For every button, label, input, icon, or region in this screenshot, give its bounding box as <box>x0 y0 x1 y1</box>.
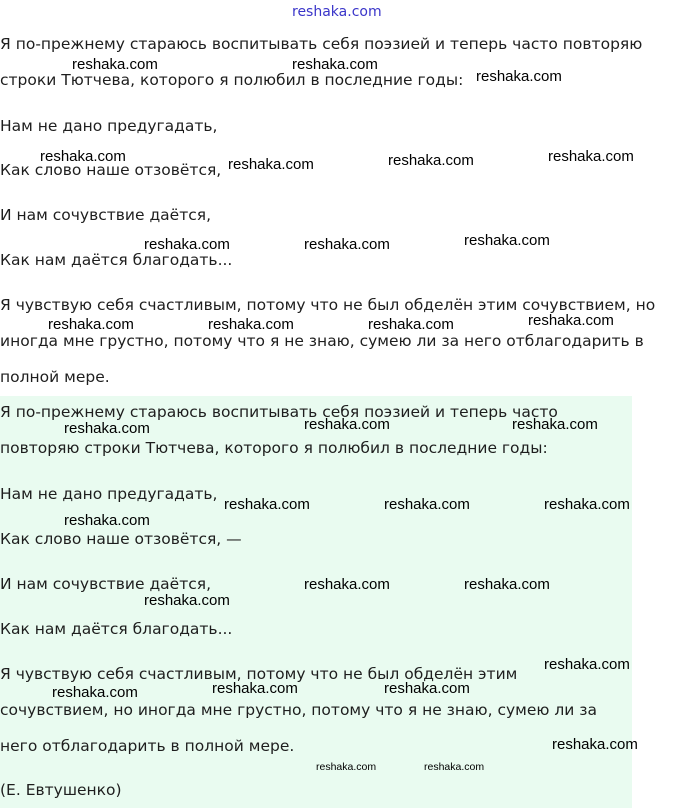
watermark: reshaka.com <box>212 680 298 697</box>
text-line: иногда мне грустно, потому что я не знаю, сумею ли за него отблагодарить в <box>0 332 644 350</box>
watermark: reshaka.com <box>208 316 294 333</box>
watermark: reshaka.com <box>384 680 470 697</box>
watermark: reshaka.com <box>304 576 390 593</box>
text-line: Я чувствую себя счастливым, потому что не был обделён этим <box>0 665 518 683</box>
watermark: reshaka.com <box>464 576 550 593</box>
watermark: reshaka.com <box>316 761 377 773</box>
watermark: reshaka.com <box>48 316 134 333</box>
watermark: reshaka.com <box>476 68 562 85</box>
text-line: Нам не дано предугадать, <box>0 485 218 503</box>
watermark: reshaka.com <box>388 152 474 169</box>
watermark: reshaka.com <box>144 592 230 609</box>
text-line: сочувствием, но иногда мне грустно, потому что я не знаю, сумею ли за <box>0 701 597 719</box>
watermark: reshaka.com <box>368 316 454 333</box>
watermark: reshaka.com <box>544 496 630 513</box>
text-line: Я по-прежнему стараюсь воспитывать себя поэзией и теперь часто <box>0 403 558 421</box>
watermark: reshaka.com <box>384 496 470 513</box>
watermark: reshaka.com <box>40 148 126 165</box>
watermark: reshaka.com <box>528 312 614 329</box>
text-line: И нам сочувствие даётся, <box>0 575 212 593</box>
watermark: reshaka.com <box>304 416 390 433</box>
text-line: полной мере. <box>0 368 110 386</box>
watermark: reshaka.com <box>552 736 638 753</box>
watermark: reshaka.com <box>292 56 378 73</box>
text-line: Я чувствую себя счастливым, потому что не был обделён этим сочувствием, но <box>0 296 656 314</box>
text-line: Как нам даётся благодать... <box>0 620 233 638</box>
header-watermark: reshaka.com <box>292 4 382 20</box>
text-line: повторяю строки Тютчева, которого я полюбил в последние годы: <box>0 439 548 457</box>
text-line: И нам сочувствие даётся, <box>0 206 212 224</box>
text-line: него отблагодарить в полной мере. <box>0 737 295 755</box>
watermark: reshaka.com <box>64 420 150 437</box>
text-line: Как слово наше отзовётся, <box>0 161 222 179</box>
watermark: reshaka.com <box>548 148 634 165</box>
watermark: reshaka.com <box>464 232 550 249</box>
watermark: reshaka.com <box>72 56 158 73</box>
text-line: Как нам даётся благодать... <box>0 251 233 269</box>
watermark: reshaka.com <box>424 761 485 773</box>
watermark: reshaka.com <box>544 656 630 673</box>
text-line: Как слово наше отзовётся, — <box>0 530 242 548</box>
text-line: строки Тютчева, которого я полюбил в последние годы: <box>0 71 464 89</box>
text-line: Нам не дано предугадать, <box>0 117 218 135</box>
watermark: reshaka.com <box>52 684 138 701</box>
watermark: reshaka.com <box>224 496 310 513</box>
watermark: reshaka.com <box>512 416 598 433</box>
watermark: reshaka.com <box>64 512 150 529</box>
author-signature: (Е. Евтушенко) <box>0 781 122 799</box>
watermark: reshaka.com <box>228 156 314 173</box>
watermark: reshaka.com <box>144 236 230 253</box>
text-line: Я по-прежнему стараюсь воспитывать себя поэзией и теперь часто повторяю <box>0 35 643 53</box>
watermark: reshaka.com <box>304 236 390 253</box>
